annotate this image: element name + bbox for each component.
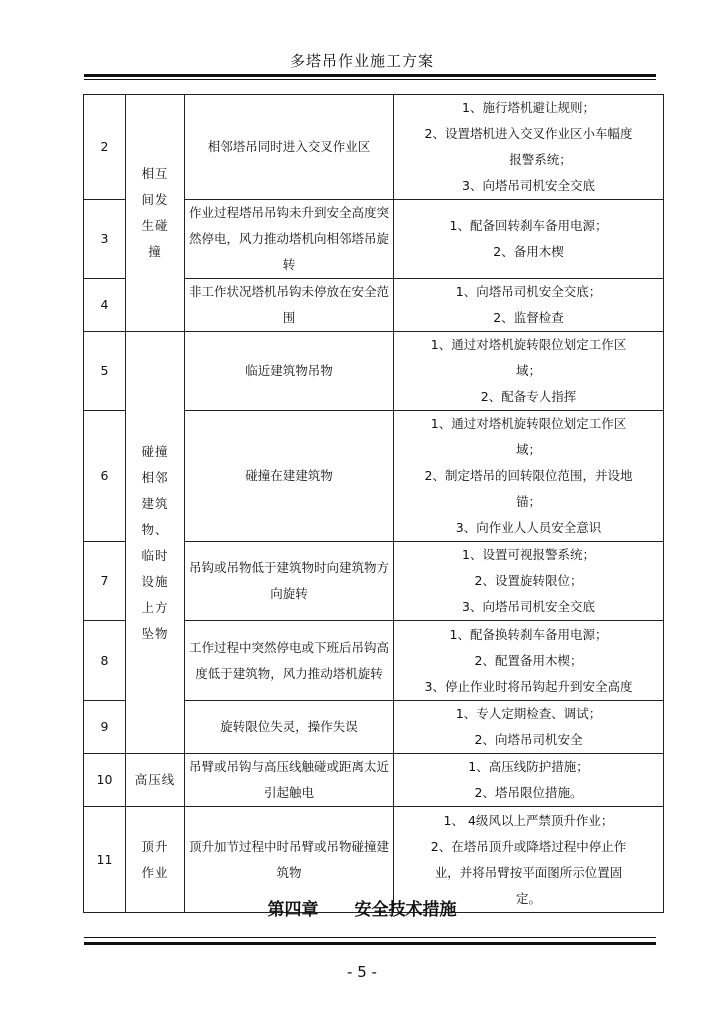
header-rule-thick xyxy=(84,74,656,77)
risk-description: 临近建筑物吊物 xyxy=(185,332,394,411)
measures-cell xyxy=(394,95,664,200)
row-number: 4 xyxy=(84,279,126,332)
measure-line: 3、向作业人人员安全意识 xyxy=(455,520,602,535)
measure-line: 域； xyxy=(515,442,541,457)
measure-line: 2、备用木楔 xyxy=(493,244,564,259)
risk-description: 非工作状况塔机吊钩未停放在安全范围 xyxy=(185,279,394,332)
chapter-heading xyxy=(0,895,724,920)
risk-description: 作业过程塔吊吊钩未升到安全高度突然停电，风力推动塔机向相邻塔吊旋转 xyxy=(185,200,394,279)
category-cell: 相互间发生碰撞 xyxy=(126,95,185,332)
category-cell: 碰撞相邻建筑物、临时设施上方坠物 xyxy=(126,332,185,754)
measure-line: 2、设置旋转限位； xyxy=(474,573,583,588)
measure-line: 1、设置可视报警系统； xyxy=(462,547,595,562)
measure-line: 业，并将吊臂按平面图所示位置固 xyxy=(434,864,623,880)
measures-cell xyxy=(394,621,664,701)
page-header-title: 多塔吊作业施工方案 xyxy=(289,52,434,70)
chapter-title: 安全技术措施 xyxy=(354,900,457,920)
row-number: 11 xyxy=(84,807,126,913)
measure-line: 2、监督检查 xyxy=(493,310,564,325)
measure-line: 1、通过对塔机旋转限位划定工作区 xyxy=(430,416,627,431)
measure-line: 3、停止作业时将吊钩起升到安全高度 xyxy=(424,678,633,694)
measure-line: 锚； xyxy=(515,494,541,509)
row-number: 3 xyxy=(84,200,126,279)
measure-line: 1、配备回转刹车备用电源； xyxy=(449,218,608,233)
measure-line: 3、向塔吊司机安全交底 xyxy=(462,599,595,614)
risk-description: 碰撞在建建筑物 xyxy=(185,411,394,542)
measure-line: 1、 4级风以上严禁顶升作业； xyxy=(443,812,614,828)
measure-line: 2、配备专人指挥 xyxy=(480,389,577,404)
measure-line: 2、塔吊限位措施。 xyxy=(474,785,583,800)
measures-cell xyxy=(394,279,664,332)
chapter-number: 第四章 xyxy=(267,900,319,920)
measure-line: 报警系统； xyxy=(509,152,572,167)
row-number: 2 xyxy=(84,95,126,200)
measures-cell xyxy=(394,701,664,754)
measures-cell xyxy=(394,200,664,279)
risk-measures-table xyxy=(83,94,664,913)
table-row xyxy=(84,332,664,411)
measures-cell xyxy=(394,332,664,411)
page-number: - 5 - xyxy=(347,963,377,981)
risk-description: 工作过程中突然停电或下班后吊钩高度低于建筑物，风力推动塔机旋转 xyxy=(185,621,394,701)
measure-line: 定。 xyxy=(515,890,541,906)
row-number: 9 xyxy=(84,701,126,754)
measure-line: 2、制定塔吊的回转限位范围，并设地 xyxy=(424,468,633,483)
footer-rule-thin xyxy=(84,937,656,938)
measure-line: 1、高压线防护措施； xyxy=(468,759,589,774)
row-number: 8 xyxy=(84,621,126,701)
table-row xyxy=(84,754,664,807)
measure-line: 1、施行塔机避让规则； xyxy=(462,100,595,115)
risk-description: 相邻塔吊同时进入交叉作业区 xyxy=(185,95,394,200)
measures-cell xyxy=(394,542,664,621)
measure-line: 2、向塔吊司机安全 xyxy=(474,732,583,747)
risk-description: 吊臂或吊钩与高压线触碰或距离太近引起触电 xyxy=(185,754,394,807)
risk-description: 吊钩或吊物低于建筑物时向建筑物方向旋转 xyxy=(185,542,394,621)
measure-line: 1、通过对塔机旋转限位划定工作区 xyxy=(430,337,627,352)
measure-line: 1、配备换转刹车备用电源； xyxy=(449,626,608,642)
measure-line: 域； xyxy=(515,363,541,378)
risk-description: 旋转限位失灵，操作失误 xyxy=(185,701,394,754)
row-number: 5 xyxy=(84,332,126,411)
row-number: 6 xyxy=(84,411,126,542)
row-number: 10 xyxy=(84,754,126,807)
measure-line: 1、专人定期检查、调试； xyxy=(455,706,602,721)
measures-cell xyxy=(394,754,664,807)
footer-rule-thick xyxy=(84,942,656,945)
measure-line: 2、在塔吊顶升或降塔过程中停止作 xyxy=(430,838,627,854)
measure-line: 2、设置塔机进入交叉作业区小车幅度 xyxy=(424,126,633,141)
category-cell: 顶升作业 xyxy=(126,807,185,913)
table-row xyxy=(84,95,664,200)
measure-line: 3、向塔吊司机安全交底 xyxy=(462,178,595,193)
measures-cell xyxy=(394,411,664,542)
header-rule-thin xyxy=(84,79,656,80)
row-number: 7 xyxy=(84,542,126,621)
risk-description: 顶升加节过程中时吊臂或吊物碰撞建筑物 xyxy=(185,807,394,913)
measure-line: 2、配置备用木楔； xyxy=(474,652,583,668)
measure-line: 1、向塔吊司机安全交底； xyxy=(455,284,602,299)
category-cell: 高压线 xyxy=(126,754,185,807)
